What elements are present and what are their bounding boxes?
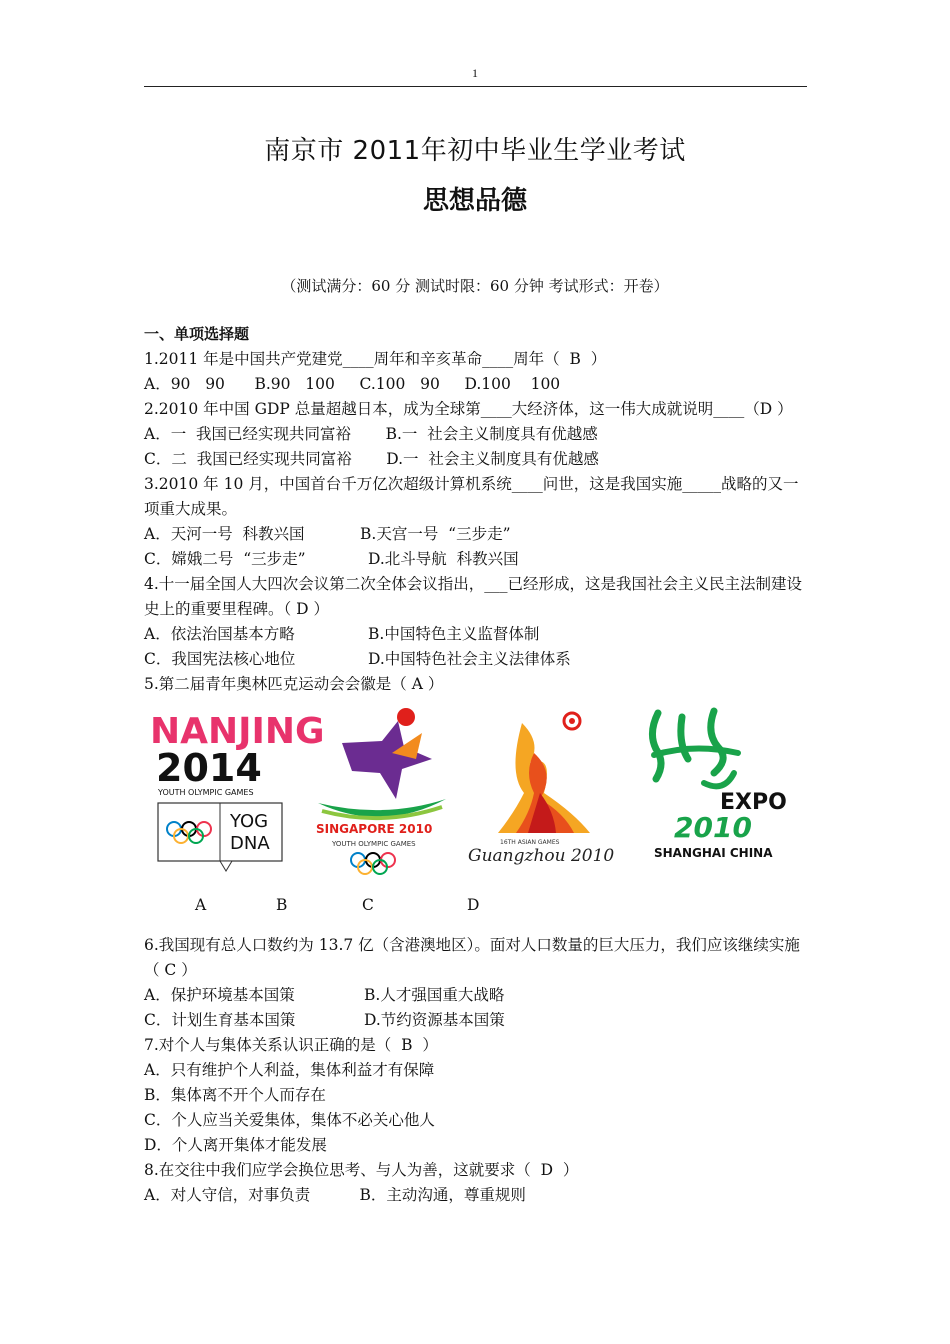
- emblem-label-a: A: [195, 896, 207, 914]
- q3-stem: 3.2010 年 10 月，中国首台千万亿次超级计算机系统____问世，这是我国实施_____战略的又一项重大成果。: [144, 475, 799, 518]
- q7-option-d: D．个人离开集体才能发展: [144, 1136, 327, 1154]
- logo-d-sub: SHANGHAI CHINA: [654, 846, 773, 860]
- expo-2010-logo: [644, 703, 804, 883]
- q4-stem: 4.十一届全国人大四次会议第二次全体会议指出，___已经形成，这是我国社会主义民主法制建设史上的重要里程碑。（ D ）: [144, 575, 803, 618]
- exam-info: （测试满分：60 分 测试时限：60 分钟 考试形式：开卷）: [281, 277, 669, 295]
- logo-a-dna: DNA: [230, 833, 270, 854]
- logo-c-sub: 16TH ASIAN GAMES: [500, 839, 560, 846]
- q6-option-d: D.节约资源基本国策: [364, 1011, 505, 1029]
- q7-option-c: C．个人应当关爱集体，集体不必关心他人: [144, 1111, 435, 1129]
- logo-a-city: NANJING: [150, 711, 325, 752]
- q7-option-a: A．只有维护个人利益，集体利益才有保障: [144, 1061, 435, 1079]
- logo-c-name: Guangzhou 2010: [468, 846, 615, 866]
- logo-a-yog: YOG: [230, 811, 269, 832]
- question-list: [144, 322, 807, 1208]
- q1-options: A．90 90 B.90 100 C.100 90 D.100 100: [144, 375, 561, 393]
- logo-a-sub: YOUTH OLYMPIC GAMES: [158, 788, 254, 797]
- q6-option-b: B.人才强国重大战略: [364, 986, 505, 1004]
- q2-option-b: B.一 社会主义制度具有优越感: [385, 425, 598, 443]
- q2-option-a: A．一 我国已经实现共同富裕: [144, 425, 352, 443]
- q2-option-c: C．二 我国已经实现共同富裕: [144, 450, 352, 468]
- emblem-label-d: D: [467, 896, 480, 914]
- q1-stem: 1.2011 年是中国共产党建党____周年和辛亥革命____周年（ B ）: [144, 350, 607, 368]
- q5-stem: 5.第二届青年奥林匹克运动会会徽是（ A ）: [144, 675, 444, 693]
- singapore-2010-logo: [312, 703, 452, 883]
- q3-option-b: B.天宫一号 “三步走”: [360, 525, 511, 543]
- header-rule: [144, 86, 807, 87]
- q2-option-d: D.一 社会主义制度具有优越感: [386, 450, 599, 468]
- q3-option-d: D.北斗导航 科教兴国: [368, 550, 519, 568]
- section-title: 一、单项选择题: [144, 325, 250, 343]
- q4-option-d: D.中国特色社会主义法律体系: [368, 650, 571, 668]
- q6-option-c: C．计划生育基本国策: [144, 1011, 296, 1029]
- logo-b-name: SINGAPORE 2010: [316, 822, 433, 836]
- page-number: 1: [472, 66, 478, 80]
- logo-b-sub: YOUTH OLYMPIC GAMES: [332, 840, 416, 848]
- emblem-images: [144, 703, 807, 893]
- q4-option-b: B.中国特色主义监督体制: [368, 625, 540, 643]
- emblem-label-c: C: [362, 896, 374, 914]
- q6-stem: 6.我国现有总人口数约为 13.7 亿（含港澳地区）。面对人口数量的巨大压力，我们应该继续实施（ C ）: [144, 936, 800, 979]
- q4-option-a: A．依法治国基本方略: [144, 625, 295, 643]
- q4-option-c: C．我国宪法核心地位: [144, 650, 296, 668]
- guangzhou-2010-logo: [464, 703, 614, 883]
- q3-option-c: C．嫦娥二号 “三步走”: [144, 550, 306, 568]
- emblem-labels: [144, 893, 807, 933]
- emblem-label-b: B: [276, 896, 288, 914]
- q2-stem: 2.2010 年中国 GDP 总量超越日本，成为全球第____大经济体，这一伟大成就说明____（D ）: [144, 400, 793, 418]
- nanjing-2014-logo: [148, 703, 325, 883]
- q6-option-a: A．保护环境基本国策: [144, 986, 295, 1004]
- subject-title: 思想品德: [422, 186, 527, 216]
- q7-option-b: B．集体离不开个人而存在: [144, 1086, 326, 1104]
- q3-option-a: A．天河一号 科教兴国: [144, 525, 305, 543]
- q7-stem: 7.对个人与集体关系认识正确的是（ B ）: [144, 1036, 438, 1054]
- logo-d-year: 2010: [674, 811, 752, 844]
- q8-options: A．对人守信，对事负责 B．主动沟通，尊重规则: [144, 1186, 526, 1204]
- logo-d-word: EXPO: [720, 790, 787, 815]
- exam-title: 南京市 2011年初中毕业生学业考试: [264, 136, 686, 166]
- q8-stem: 8.在交往中我们应学会换位思考、与人为善，这就要求（ D ）: [144, 1161, 579, 1179]
- logo-a-year: 2014: [156, 746, 262, 790]
